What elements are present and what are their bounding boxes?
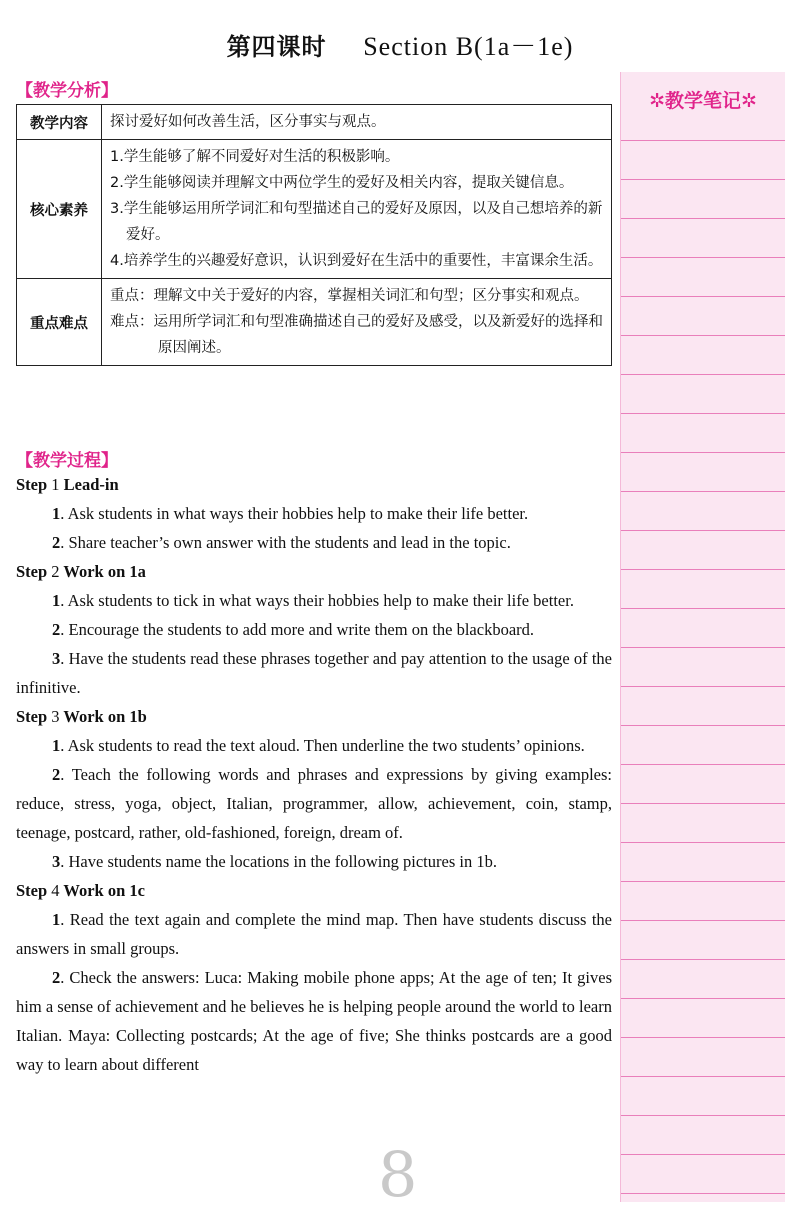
step-number: 1 — [51, 475, 60, 494]
list-item: 1.学生能够了解不同爱好对生活的积极影响。 — [110, 149, 400, 165]
list-item — [16, 528, 612, 557]
step-title: Work on 1b — [63, 707, 147, 726]
table-row — [17, 140, 612, 279]
analysis-table — [16, 104, 612, 366]
step-heading — [16, 557, 612, 586]
step-word: Step — [16, 881, 48, 900]
item-number: 2 — [52, 765, 61, 784]
table-row — [17, 105, 612, 140]
row-label: 核心素养 — [17, 140, 102, 279]
row-label: 重点难点 — [17, 279, 102, 366]
analysis-heading: 【教学分析】 — [16, 81, 118, 101]
list-item: 难点：运用所学词汇和句型准确描述自己的爱好及感受，以及新爱好的选择和原因阐述。 — [110, 314, 603, 356]
item-text: . Have students name the locations in the following pictures in 1b. — [60, 852, 497, 871]
title-english: Section B(1a－1e) — [363, 32, 574, 61]
item-text: . Ask students to read the text aloud. Then underline the two students’ opinions. — [60, 736, 585, 755]
item-text: . Share teacher’s own answer with the students and lead in the topic. — [60, 533, 511, 552]
list-item — [16, 905, 612, 963]
process-body — [16, 470, 612, 1079]
step-title: Work on 1c — [63, 881, 145, 900]
table-row — [17, 279, 612, 366]
list-item — [16, 847, 612, 876]
item-text: . Check the answers: Luca: Making mobile phone apps; At the age of ten; It gives him a sense of achievement and he believes he is helping people around the world to learn Italian. Maya: Collecting postcards; At the age of five; She thinks postcards are a good way to learn about different — [16, 968, 612, 1074]
notes-sidebar — [620, 72, 785, 1202]
list-item — [16, 644, 612, 702]
item-text: . Ask students to tick in what ways their hobbies help to make their life better. — [60, 591, 574, 610]
row-label: 教学内容 — [17, 105, 102, 140]
item-number: 1 — [52, 736, 61, 755]
step-heading — [16, 702, 612, 731]
item-number: 3 — [52, 649, 61, 668]
item-text: . Read the text again and complete the mind map. Then have students discuss the answers in small groups. — [16, 910, 612, 958]
item-text: . Teach the following words and phrases and expressions by giving examples: reduce, stress, yoga, object, Italian, programmer, allow, achievement, coin, stamp, teenage, postcard, rather, old-fashioned, foreign, dream of. — [16, 765, 612, 842]
step-title: Work on 1a — [63, 562, 146, 581]
item-number: 1 — [52, 910, 61, 929]
step-number: 4 — [51, 881, 60, 900]
list-item — [16, 760, 612, 847]
notes-title: ✲教学笔记✲ — [621, 86, 785, 119]
step-title: Lead-in — [63, 475, 119, 494]
list-item: 2.学生能够阅读并理解文中两位学生的爱好及相关内容，提取关键信息。 — [110, 175, 574, 191]
item-number: 2 — [52, 968, 61, 987]
page-number: 8 — [378, 1138, 418, 1211]
item-number: 1 — [52, 504, 61, 523]
item-number: 2 — [52, 620, 61, 639]
list-item: 4.培养学生的兴趣爱好意识，认识到爱好在生活中的重要性，丰富课余生活。 — [110, 253, 603, 269]
step-heading — [16, 876, 612, 905]
step-word: Step — [16, 562, 48, 581]
step-word: Step — [16, 707, 48, 726]
list-item — [16, 499, 612, 528]
list-item — [16, 963, 612, 1079]
title-chinese: 第四课时 — [226, 33, 327, 61]
item-text: . Encourage the students to add more and write them on the blackboard. — [60, 620, 535, 639]
process-heading: 【教学过程】 — [16, 451, 118, 471]
item-number: 1 — [52, 591, 61, 610]
step-number: 3 — [51, 707, 60, 726]
list-item — [16, 586, 612, 615]
item-number: 2 — [52, 533, 61, 552]
row-content — [102, 140, 612, 279]
list-item: 重点：理解文中关于爱好的内容，掌握相关词汇和句型；区分事实和观点。 — [110, 288, 589, 304]
item-number: 3 — [52, 852, 61, 871]
row-content: 探讨爱好如何改善生活，区分事实与观点。 — [102, 105, 612, 140]
row-content — [102, 279, 612, 366]
list-item — [16, 615, 612, 644]
item-text: . Have the students read these phrases together and pay attention to the usage of the infinitive. — [16, 649, 612, 697]
step-heading — [16, 470, 612, 499]
list-item — [16, 731, 612, 760]
step-word: Step — [16, 475, 48, 494]
page-title — [0, 26, 800, 63]
item-text: . Ask students in what ways their hobbies help to make their life better. — [60, 504, 529, 523]
step-number: 2 — [51, 562, 60, 581]
list-item: 3.学生能够运用所学词汇和句型描述自己的爱好及原因，以及自己想培养的新爱好。 — [110, 201, 603, 243]
